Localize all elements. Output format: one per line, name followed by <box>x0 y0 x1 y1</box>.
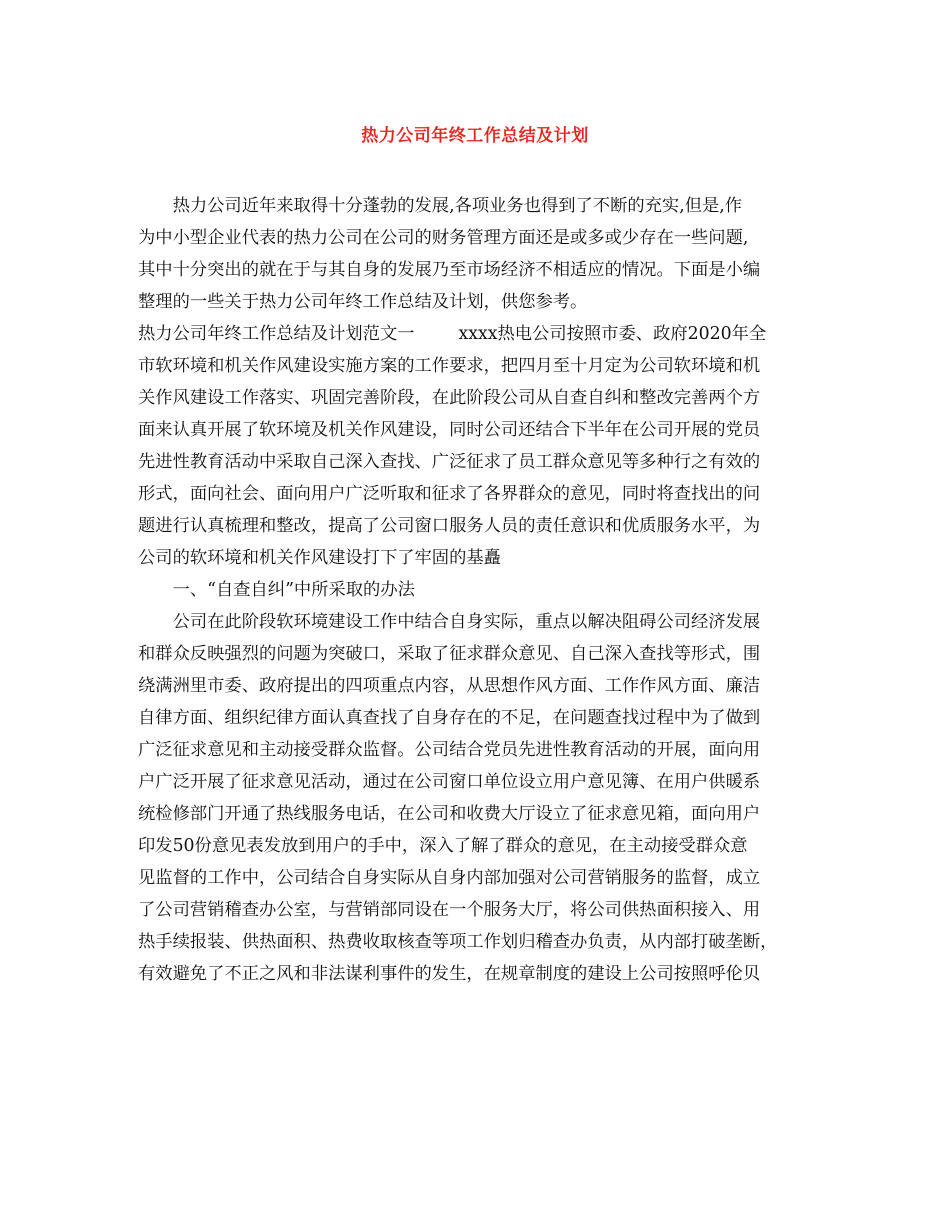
paragraph-line: 先进性教育活动中采取自己深入查找、广泛征求了员工群众意见等多种行之有效的 <box>138 452 761 472</box>
paragraph-line: 公司的软环境和机关作风建设打下了牢固的基矗 <box>138 548 501 568</box>
paragraph-line: 面来认真开展了软环境及机关作风建设，同时公司还结合下半年在公司开展的党员 <box>138 420 761 440</box>
paragraph-line: 关作风建设工作落实、巩固完善阶段，在此阶段公司从自查自纠和整改完善两个方 <box>138 388 761 408</box>
paragraph-line: 了公司营销稽查办公室，与营销部同设在一个服务大厅，将公司供热面积接入、用 <box>138 900 761 920</box>
paragraph-line: 市软环境和机关作风建设实施方案的工作要求，把四月至十月定为公司软环境和机 <box>138 356 761 376</box>
section-heading: 热力公司年终工作总结及计划范文一 <box>138 324 415 344</box>
paragraph-line: 自律方面、组织纪律方面认真查找了自身存在的不足，在问题查找过程中为了做到 <box>138 708 761 728</box>
section-heading-line <box>138 322 766 346</box>
paragraph-line: 其中十分突出的就在于与其自身的发展乃至市场经济不相适应的情况。下面是小编 <box>138 260 761 280</box>
document-title: 热力公司年终工作总结及计划 <box>361 126 589 146</box>
paragraph-line: 公司在此阶段软环境建设工作中结合自身实际，重点以解决阻碍公司经济发展 <box>138 612 761 632</box>
paragraph-line: 绕满洲里市委、政府提出的四项重点内容，从思想作风方面、工作作风方面、廉洁 <box>138 676 761 696</box>
paragraph-line: 热手续报装、供热面积、热费收取核查等项工作划归稽查办负责，从内部打破垄断， <box>138 932 778 952</box>
paragraph-line: 热力公司近年来取得十分蓬勃的发展,各项业务也得到了不断的充实,但是,作 <box>138 196 743 216</box>
paragraph-line: 形式，面向社会、面向用户广泛听取和征求了各界群众的意见，同时将查找出的问 <box>138 484 761 504</box>
paragraph-line: 为中小型企业代表的热力公司在公司的财务管理方面还是或多或少存在一些问题, <box>138 228 749 248</box>
paragraph-line: 有效避免了不正之风和非法谋利事件的发生，在规章制度的建设上公司按照呼伦贝 <box>138 964 761 984</box>
paragraph-line: 整理的一些关于热力公司年终工作总结及计划，供您参考。 <box>138 292 588 312</box>
paragraph-line: 印发50份意见表发放到用户的手中，深入了解了群众的意见，在主动接受群众意 <box>138 836 748 856</box>
paragraph-line: 广泛征求意见和主动接受群众监督。公司结合党员先进性教育活动的开展，面向用 <box>138 740 761 760</box>
paragraph-line: 户广泛开展了征求意见活动，通过在公司窗口单位设立用户意见簿、在用户供暖系 <box>138 772 761 792</box>
paragraph-line: 见监督的工作中，公司结合自身实际从自身内部加强对公司营销服务的监督，成立 <box>138 868 761 888</box>
paragraph-line: 题进行认真梳理和整改，提高了公司窗口服务人员的责任意识和优质服务水平，为 <box>138 516 761 536</box>
paragraph-text: xxxx热电公司按照市委、政府2020年全 <box>458 324 767 344</box>
subheading-line: 一、“自查自纠”中所采取的办法 <box>138 580 415 600</box>
paragraph-line: 统检修部门开通了热线服务电话，在公司和收费大厅设立了征求意见箱，面向用户 <box>138 804 761 824</box>
paragraph-line: 和群众反映强烈的问题为突破口，采取了征求群众意见、自己深入查找等形式，围 <box>138 644 761 664</box>
